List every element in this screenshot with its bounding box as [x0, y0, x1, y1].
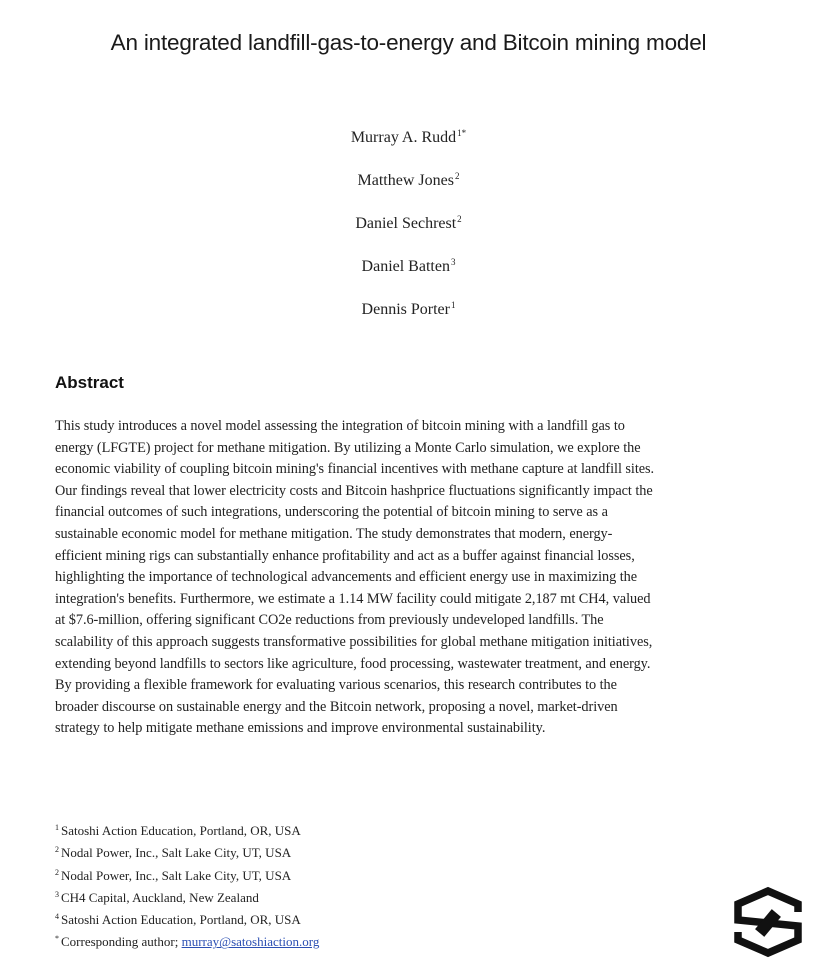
paper-title: An integrated landfill-gas-to-energy and Bitcoin mining model — [110, 30, 707, 55]
footnote-affiliation-2 — [55, 840, 319, 862]
author-affiliation-mark: 1* — [457, 128, 467, 138]
author-affiliation-mark: 2 — [454, 171, 460, 181]
footnote-mark: 4 — [55, 912, 59, 922]
footnote-affiliation-3 — [55, 863, 319, 885]
footnote-text: Satoshi Action Education, Portland, OR, USA — [61, 823, 301, 838]
footnote-affiliation-4 — [55, 885, 319, 907]
abstract-line: sustainable economic model for methane mitigation. The study demonstrates that modern, energy- — [55, 525, 613, 542]
abstract-line: economic viability of coupling bitcoin mining's financial incentives with methane capture at landfill sites. — [55, 461, 655, 478]
author-affiliation-mark: 3 — [450, 257, 456, 267]
abstract-line: By providing a flexible framework for evaluating various scenarios, this research contributes to the — [55, 677, 617, 694]
abstract-line: highlighting the importance of technological advancements and efficient energy use in maximizing the — [55, 569, 638, 586]
author-2 — [0, 161, 817, 204]
abstract-line: integration's benefits. Furthermore, we estimate a 1.14 MW facility could mitigate 2,187 mt CH4, valued — [55, 590, 651, 607]
footnote-corresponding-author — [55, 929, 319, 951]
footnote-text: Corresponding author; — [61, 934, 182, 950]
footnote-mark: 1 — [55, 823, 59, 832]
abstract-line: extending beyond landfills to sectors like agriculture, food processing, wastewater treatment, and energy. — [55, 655, 651, 672]
footnote-affiliation-1 — [55, 818, 319, 840]
satoshi-action-logo-icon — [732, 886, 804, 958]
author-name: Dennis Porter — [361, 301, 450, 318]
author-4 — [0, 247, 817, 290]
author-3 — [0, 204, 817, 247]
abstract-line: This study introduces a novel model assessing the integration of bitcoin mining with a landfill gas to — [55, 418, 625, 434]
author-affiliation-mark: 1 — [450, 300, 456, 310]
abstract-line: Our findings reveal that lower electricity costs and Bitcoin hashprice fluctuations significantly impact the — [55, 482, 653, 499]
author-name: Murray A. Rudd — [350, 129, 457, 146]
footnote-text: Satoshi Action Education, Portland, OR, USA — [61, 912, 301, 928]
abstract-line: scalability of this approach suggests transformative possibilities for global methane mitigation initiatives, — [55, 633, 653, 650]
author-name: Daniel Sechrest — [355, 215, 457, 232]
footnote-text: Nodal Power, Inc., Salt Lake City, UT, USA — [61, 845, 292, 861]
abstract-line: strategy to help mitigate methane emissions and improve environmental sustainability. — [55, 720, 546, 737]
author-list — [0, 118, 817, 333]
corresponding-email-link[interactable]: murray@satoshiaction.org — [181, 934, 320, 950]
author-5 — [0, 290, 817, 333]
abstract-heading: Abstract — [55, 373, 124, 392]
footnote-mark: 2 — [55, 867, 59, 877]
author-1 — [0, 118, 817, 161]
abstract-body — [55, 416, 785, 740]
footnote-affiliation-5 — [55, 907, 319, 929]
abstract-line: broader discourse on sustainable energy and the Bitcoin network, proposing a novel, market-driven — [55, 698, 618, 715]
footnotes — [55, 818, 319, 952]
author-affiliation-mark: 2 — [457, 214, 462, 224]
footnote-text: Nodal Power, Inc., Salt Lake City, UT, USA — [61, 867, 292, 883]
footnote-mark: * — [55, 934, 59, 944]
footnote-mark: 2 — [55, 845, 59, 855]
author-name: Daniel Batten — [361, 258, 450, 275]
footnote-text: CH4 Capital, Auckland, New Zealand — [61, 889, 259, 905]
abstract-line: financial outcomes of such integrations, underscoring the potential of bitcoin mining to serve as a — [55, 504, 608, 521]
abstract-line: efficient mining rigs can substantially enhance profitability and act as a buffer against financial losses, — [55, 547, 635, 564]
abstract-line: at $7.6-million, offering significant CO2e reductions from previously undeveloped landfills. The — [55, 612, 604, 629]
abstract-line: energy (LFGTE) project for methane mitigation. By utilizing a Monte Carlo simulation, we explore the — [55, 439, 641, 456]
author-name: Matthew Jones — [357, 172, 454, 189]
footnote-mark: 3 — [55, 889, 59, 899]
